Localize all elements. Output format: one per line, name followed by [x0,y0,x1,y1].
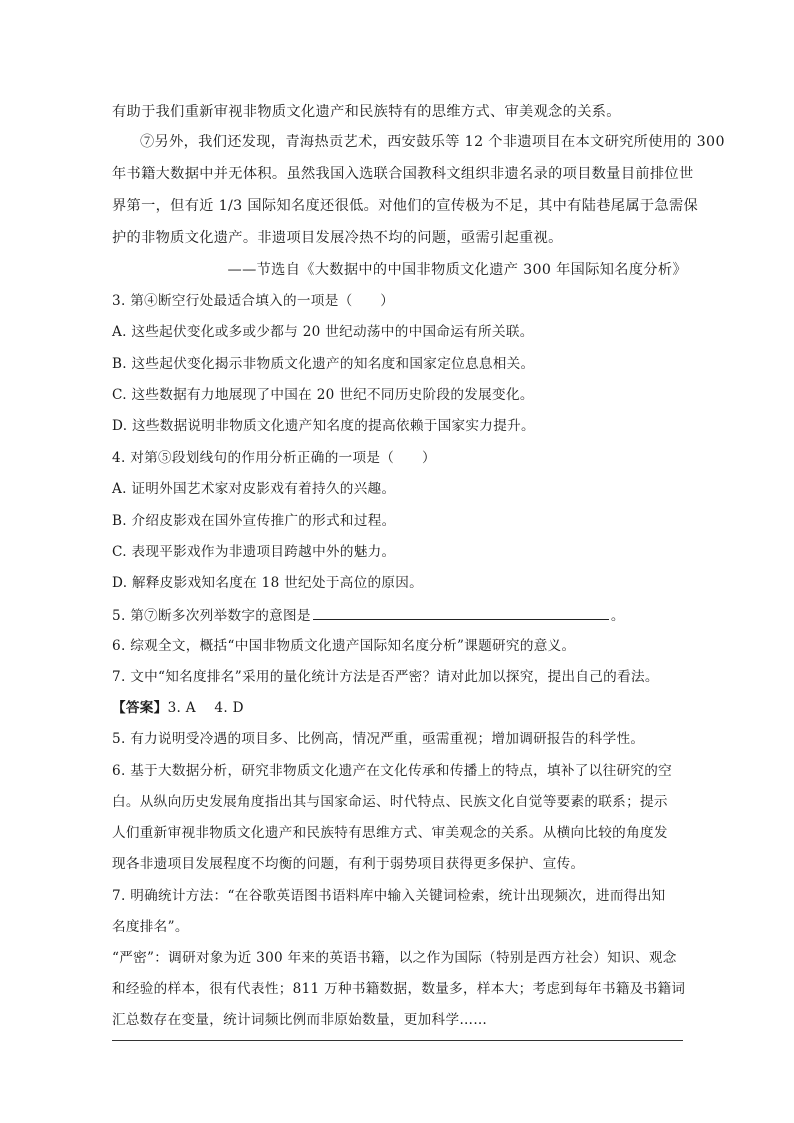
answer-5: 5. 有力说明受冷遇的项目多、比例高，情况严重，亟需重视；增加调研报告的科学性。 [112,731,645,747]
question-6: 6. 综观全文，概括“中国非物质文化遗产国际知名度分析”课题研究的意义。 [112,638,576,654]
answer-6-line1: 6. 基于大数据分析，研究非物质文化遗产在文化传承和传播上的特点，填补了以往研究的空 [112,763,673,779]
question-4-option-b: B. 介绍皮影戏在国外宣传推广的形式和过程。 [112,513,396,529]
answer-7-line5: 汇总数存在变量，统计词频比例而非原始数量，更加科学…… [112,1012,488,1028]
question-7: 7. 文中“知名度排名”采用的量化统计方法是否严密？请对此加以探究，提出自己的看法。 [112,669,659,685]
answer-3-4: 3. A 4. D [167,700,244,716]
answer-label: 【答案】 [112,700,168,716]
answer-7-line2: 名度排名”。 [112,919,189,935]
answer-blank[interactable] [313,605,609,620]
question-4-stem: 4. 对第⑤段划线句的作用分析正确的一项是（ ） [112,450,436,466]
passage-para7-line4: 护的非物质文化遗产。非遗项目发展冷热不均的问题，亟需引起重视。 [112,230,563,246]
question-5-suffix: 。 [610,608,625,624]
answer-7-line1: 7. 明确统计方法：“在谷歌英语图书语料库中输入关键词检索，统计出现频次，进而得出知 [112,888,666,904]
question-3-option-b: B. 这些起伏变化揭示非物质文化遗产的知名度和国家定位息息相关。 [112,356,535,372]
question-4-option-c: C. 表现平影戏作为非遗项目跨越中外的魅力。 [112,544,396,560]
passage-para7-line1: ⑦另外，我们还发现，青海热贡艺术，西安鼓乐等 12 个非遗项目在本文研究所使用的 300 [140,134,725,150]
answer-7-line4: 和经验的样本，很有代表性；811 万种书籍数据，数量多，样本大；考虑到每年书籍及书籍词 [112,981,686,997]
answer-header [112,698,687,718]
passage-continuation: 有助于我们重新审视非物质文化遗产和民族特有的思维方式、审美观念的关系。 [112,104,621,120]
question-3-option-d: D. 这些数据说明非物质文化遗产知名度的提高依赖于国家实力提升。 [112,418,535,434]
footer-divider [112,1040,683,1041]
question-5-prefix: 5. 第⑦断多次列举数字的意图是 [112,608,311,624]
question-4-option-a: A. 证明外国艺术家对皮影戏有着持久的兴趣。 [112,481,396,497]
passage-para7-line3: 界第一，但有近 1/3 国际知名度还很低。对他们的宣传极为不足，其中有陆巷尾属于急需保 [112,198,699,214]
passage-source: ——节选自《大数据中的中国非物质文化遗产 300 年国际知名度分析》 [227,262,687,278]
question-3-stem: 3. 第④断空行处最适合填入的一项是（ ） [112,293,395,309]
answer-6-line3: 人们重新审视非物质文化遗产和民族特有思维方式、审美观念的关系。从横向比较的角度发 [112,825,668,841]
answer-6-line4: 现各非遗项目发展程度不均衡的问题，有利于弱势项目获得更多保护、宣传。 [112,856,585,872]
question-4-option-d: D. 解释皮影戏知名度在 18 世纪处于高位的原因。 [112,575,424,591]
answer-7-line3: “严密”：调研对象为近 300 年来的英语书籍，以之作为国际（特别是西方社会）知识、观念 [112,950,677,966]
question-3-option-a: A. 这些起伏变化或多或少都与 20 世纪动荡中的中国命运有所关联。 [112,324,534,340]
answer-6-line2: 白。从纵向历史发展角度指出其与国家命运、时代特点、民族文化自觉等要素的联系；提示 [112,794,668,810]
passage-para7-line2: 年书籍大数据中并无体积。虽然我国入选联合国教科文组织非遗名录的项目数量目前排位世 [112,166,694,182]
question-3-option-c: C. 这些数据有力地展现了中国在 20 世纪不同历史阶段的发展变化。 [112,387,534,403]
question-5 [112,605,687,626]
